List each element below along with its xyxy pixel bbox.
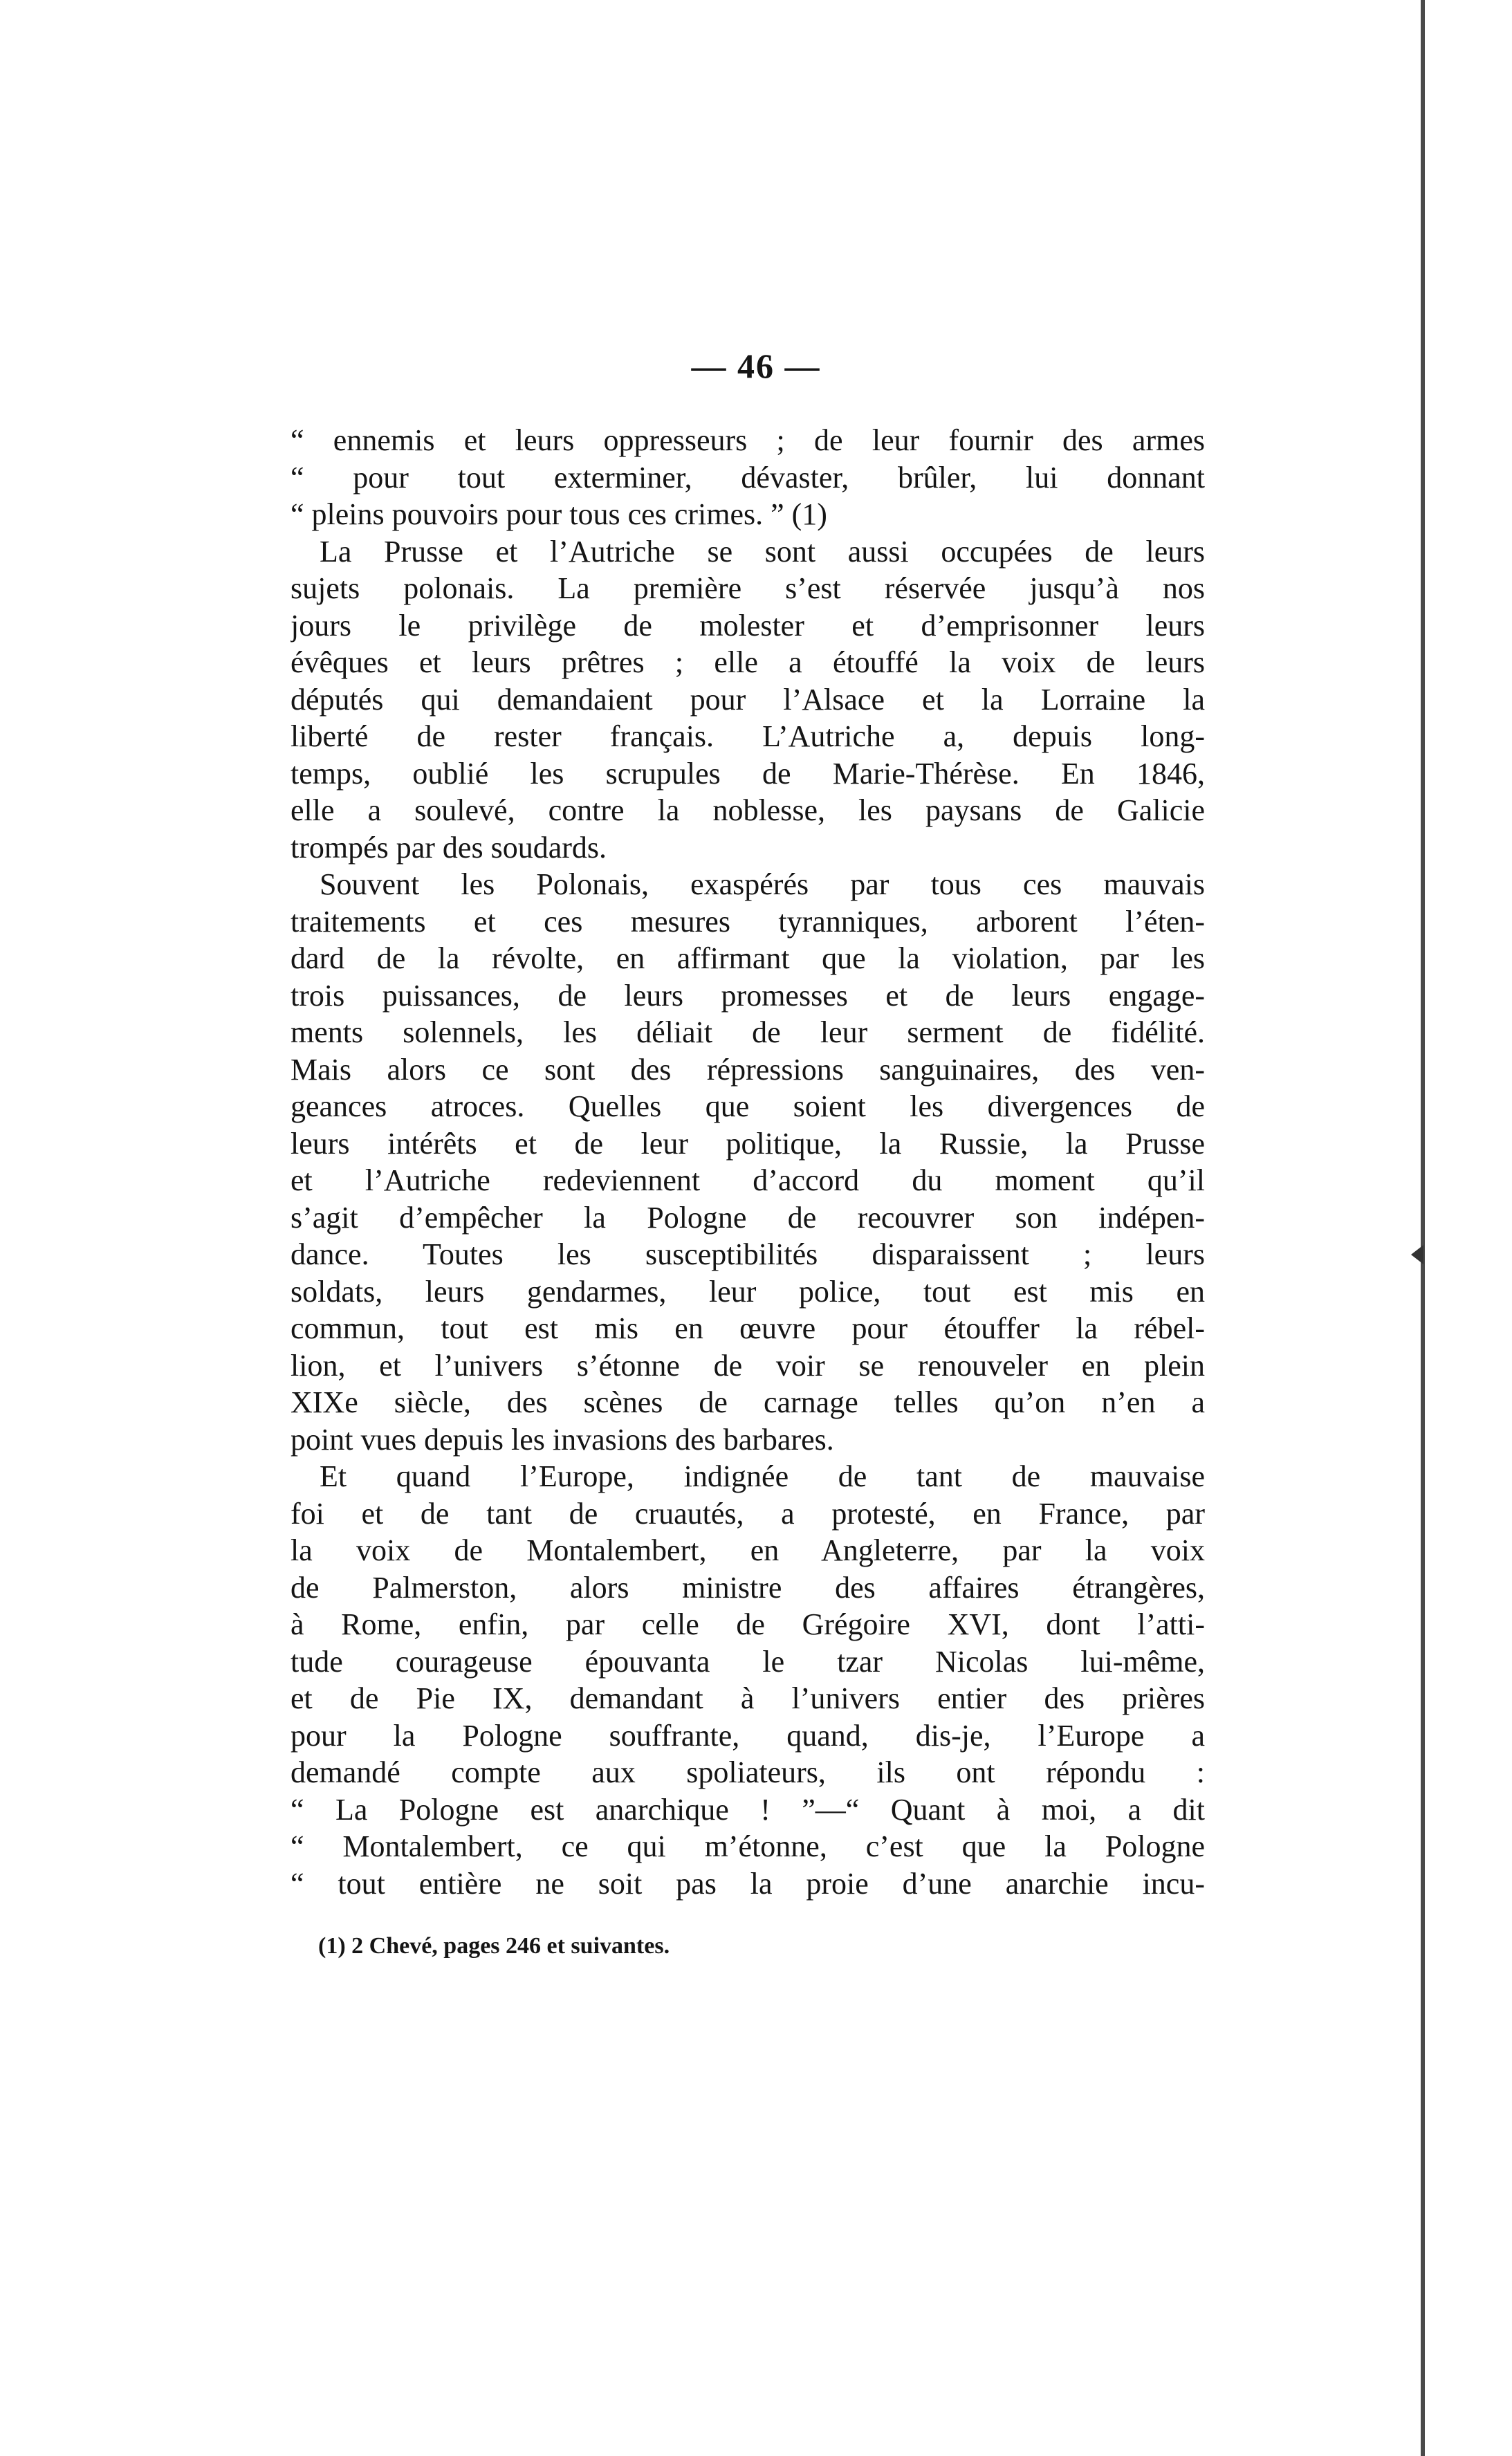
text-line: leurs intérêts et de leur politique, la Russie, la Prusse xyxy=(291,1126,1205,1161)
text-line: “ La Pologne est anarchique ! ”—“ Quant à moi, a dit xyxy=(291,1792,1205,1827)
text-line: sujets polonais. La première s’est réservée jusqu’à nos xyxy=(291,571,1205,605)
page-number: — 46 — xyxy=(691,347,821,385)
text-line: évêques et leurs prêtres ; elle a étouffé la voix de leurs xyxy=(291,645,1205,679)
text-line: traitements et ces mesures tyranniques, arborent l’éten- xyxy=(291,904,1205,939)
text-line: La Prusse et l’Autriche se sont aussi occupées de leurs xyxy=(320,534,1205,569)
text-line: “ ennemis et leurs oppresseurs ; de leur fournir des armes xyxy=(291,423,1205,457)
text-line: Souvent les Polonais, exaspérés par tous ces mauvais xyxy=(320,867,1205,901)
text-line: la voix de Montalembert, en Angleterre, par la voix xyxy=(291,1533,1205,1567)
footnote: (1) 2 Chevé, pages 246 et suivantes. xyxy=(318,1933,670,1959)
text-line: “ pleins pouvoirs pour tous ces crimes. ” (1) xyxy=(291,497,827,531)
text-line: Mais alors ce sont des répressions sanguinaires, des ven- xyxy=(291,1052,1205,1087)
text-line: lion, et l’univers s’étonne de voir se renouveler en plein xyxy=(291,1348,1205,1383)
text-line: “ pour tout exterminer, dévaster, brûler, lui donnant xyxy=(291,460,1205,495)
text-line: soldats, leurs gendarmes, leur police, tout est mis en xyxy=(291,1274,1205,1309)
text-line: geances atroces. Quelles que soient les divergences de xyxy=(291,1089,1205,1123)
text-line: députés qui demandaient pour l’Alsace et la Lorraine la xyxy=(291,682,1205,717)
text-line: dance. Toutes les susceptibilités disparaissent ; leurs xyxy=(291,1237,1205,1271)
text-line: demandé compte aux spoliateurs, ils ont répondu : xyxy=(291,1755,1205,1789)
text-line: et l’Autriche redeviennent d’accord du moment qu’il xyxy=(291,1163,1205,1197)
text-line: trompés par des soudards. xyxy=(291,830,607,865)
text-line: jours le privilège de molester et d’emprisonner leurs xyxy=(291,608,1205,643)
text-line: liberté de rester français. L’Autriche a, depuis long- xyxy=(291,719,1205,753)
body-text xyxy=(291,422,1205,1902)
text-line: dard de la révolte, en affirmant que la violation, par les xyxy=(291,941,1205,975)
text-line: “ Montalembert, ce qui m’étonne, c’est que la Pologne xyxy=(291,1829,1205,1863)
text-line: tude courageuse épouvanta le tzar Nicolas lui-même, xyxy=(291,1644,1205,1679)
text-line: XIXe siècle, des scènes de carnage telles qu’on n’en a xyxy=(291,1385,1205,1419)
text-line: elle a soulevé, contre la noblesse, les paysans de Galicie xyxy=(291,793,1205,827)
text-line: pour la Pologne souffrante, quand, dis-je, l’Europe a xyxy=(291,1718,1205,1753)
text-line: temps, oublié les scrupules de Marie-Thérèse. En 1846, xyxy=(291,756,1205,791)
text-line: Et quand l’Europe, indignée de tant de mauvaise xyxy=(320,1459,1205,1493)
text-line: à Rome, enfin, par celle de Grégoire XVI, dont l’atti- xyxy=(291,1607,1205,1641)
text-line: de Palmerston, alors ministre des affaires étrangères, xyxy=(291,1570,1205,1605)
text-line: trois puissances, de leurs promesses et de leurs engage- xyxy=(291,978,1205,1013)
text-line: s’agit d’empêcher la Pologne de recouvrer son indépen- xyxy=(291,1200,1205,1235)
text-line: commun, tout est mis en œuvre pour étouffer la rébel- xyxy=(291,1311,1205,1345)
text-line: “ tout entière ne soit pas la proie d’une anarchie incu- xyxy=(291,1866,1205,1901)
text-line: ments solennels, les déliait de leur serment de fidélité. xyxy=(291,1015,1205,1049)
text-line: et de Pie IX, demandant à l’univers entier des prières xyxy=(291,1681,1205,1715)
text-line: point vues depuis les invasions des barbares. xyxy=(291,1422,834,1457)
text-line: foi et de tant de cruautés, a protesté, en France, par xyxy=(291,1496,1205,1531)
page-edge-mark xyxy=(1411,1245,1423,1264)
